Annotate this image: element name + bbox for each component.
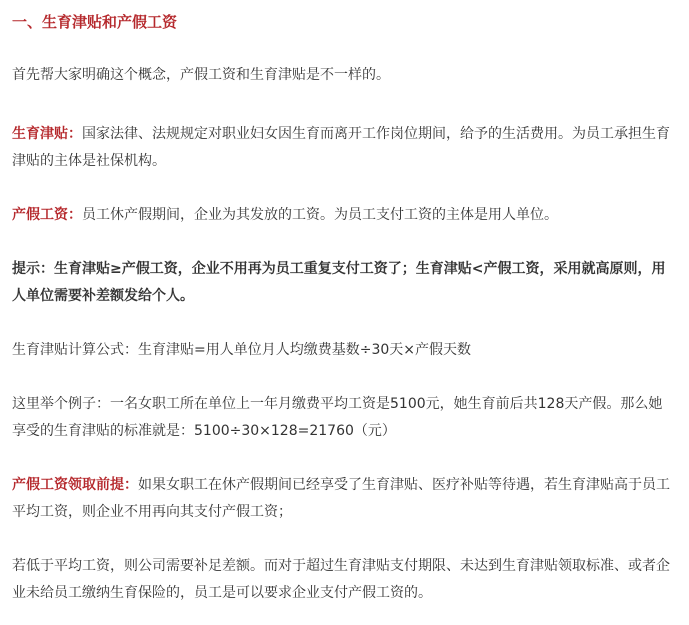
tip-paragraph: 提示：生育津贴≥产假工资，企业不用再为员工重复支付工资了；生育津贴<产假工资，采用就高原则，用人单位需要补差额发给个人。 (12, 261, 666, 304)
maternity-allowance-label: 生育津贴： (12, 126, 82, 142)
maternity-allowance-text: 国家法律、法规规定对职业妇女因生育而离开工作岗位期间，给予的生活费用。为员工承担生育津贴的主体是社保机构。 (12, 126, 670, 169)
section-heading: 一、生育津贴和产假工资 (12, 13, 178, 31)
premise-text: 如果女职工在休产假期间已经享受了生育津贴、医疗补贴等待遇，若生育津贴高于员工平均工资，则企业不用再向其支付产假工资； (12, 477, 670, 520)
intro-paragraph: 首先帮大家明确这个概念，产假工资和生育津贴是不一样的。 (12, 67, 390, 83)
example-paragraph: 这里举个例子：一名女职工所在单位上一年月缴费平均工资是5100元，她生育前后共128天产假。那么她享受的生育津贴的标准就是：5100÷30×128=21760（元） (12, 396, 663, 439)
closing-paragraph: 若低于平均工资，则公司需要补足差额。而对于超过生育津贴支付期限、未达到生育津贴领取标准、或者企业未给员工缴纳生育保险的，员工是可以要求企业支付产假工资的。 (12, 558, 670, 601)
maternity-allowance-paragraph (12, 121, 676, 175)
premise-paragraph (12, 472, 676, 526)
maternity-wage-label: 产假工资： (12, 207, 82, 223)
premise-label: 产假工资领取前提： (12, 477, 138, 493)
maternity-wage-paragraph (12, 202, 676, 229)
formula-paragraph: 生育津贴计算公式：生育津贴=用人单位月人均缴费基数÷30天×产假天数 (12, 342, 472, 358)
maternity-wage-text: 员工休产假期间，企业为其发放的工资。为员工支付工资的主体是用人单位。 (82, 207, 558, 223)
